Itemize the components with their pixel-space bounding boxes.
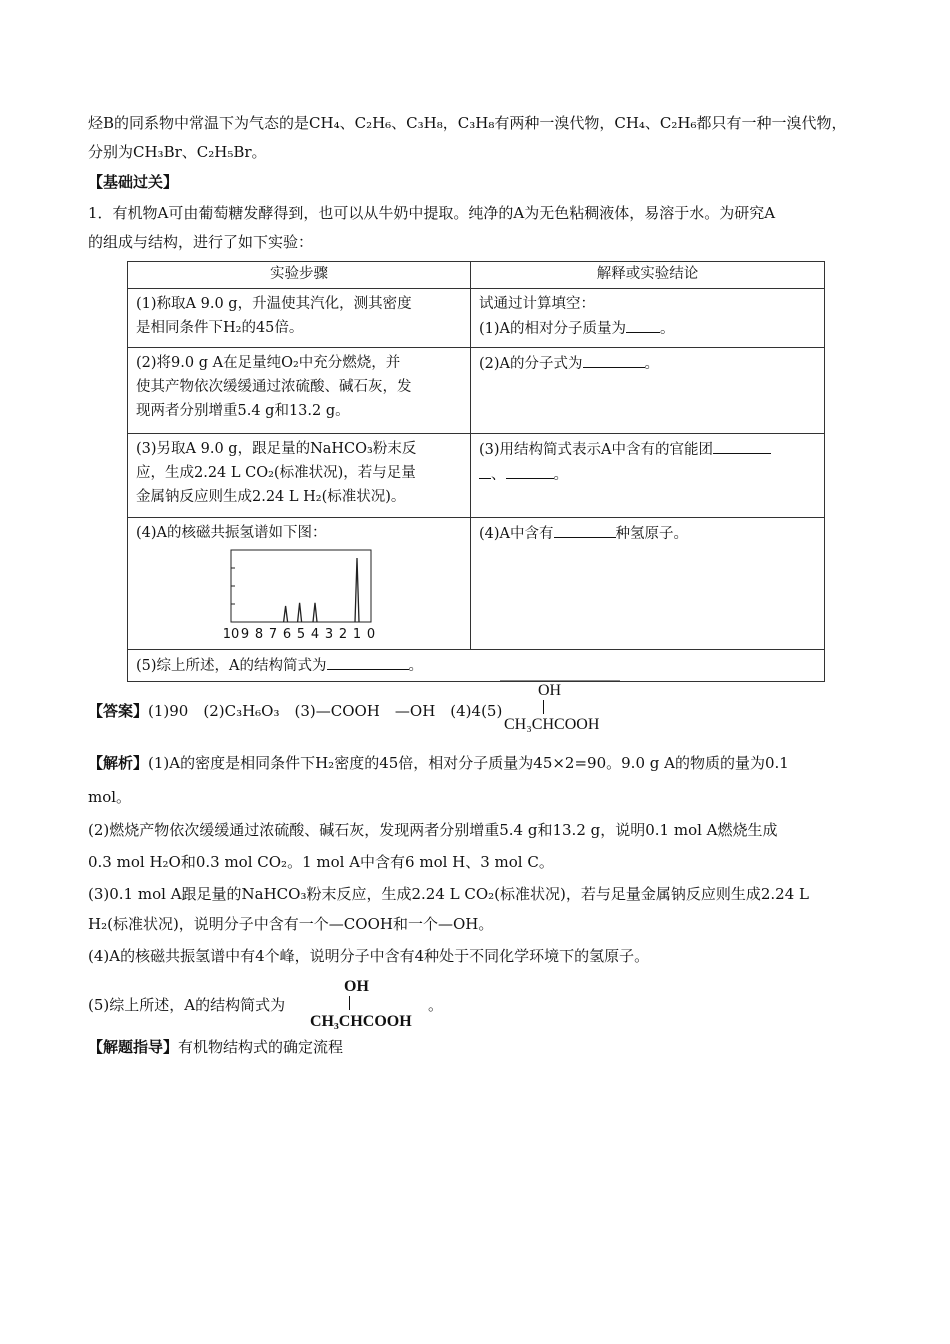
nmr-tick-label: 9 <box>240 627 250 642</box>
guide-label: 【解题指导】 <box>88 1038 179 1056</box>
answer-text: (1)90 (2)C₃H₆O₃ (3)—COOH —OH (4)4(5) <box>148 702 503 720</box>
analysis-label: 【解析】 <box>88 754 149 772</box>
answer-blank[interactable] <box>327 653 409 670</box>
conclusion-1: 试通过计算填空： (1)A的相对分子质量为 。 <box>471 289 825 348</box>
analysis-p2b: 0.3 mol H₂O和0.3 mol CO₂。1 mol A中含有6 mol H、3 mol C。 <box>88 853 554 871</box>
section-title: 【基础过关】 <box>88 173 179 191</box>
nmr-tick-label: 7 <box>268 627 278 642</box>
nmr-tick-label: 5 <box>296 627 306 642</box>
step-1: (1)称取A 9.0 g，升温使其汽化，测其密度 是相同条件下H₂的45倍。 <box>128 289 471 348</box>
step-2: (2)将9.0 g A在足量纯O₂中充分燃烧，并 使其产物依次缓缓通过浓硫酸、碱石灰，发 现两者分别增重5.4 g和13.2 g。 <box>128 348 471 434</box>
analysis-structure: OH CH₃CHCOOH <box>310 978 412 1030</box>
step-5: (5)综上所述，A的结构简式为 。 <box>128 650 825 682</box>
nmr-tick-label: 0 <box>366 627 376 642</box>
analysis-p1a: 【解析】(1)A的密度是相同条件下H₂密度的45倍，相对分子质量为45×2=90。9.0 g A的物质的量为0.1 <box>88 754 789 772</box>
conclusion-3: (3)用结构简式表示A中含有的官能团 、 。 <box>471 434 825 518</box>
question-line-1: 1．有机物A可由葡萄糖发酵得到，也可以从牛奶中提取。纯净的A为无色粘稠液体，易溶于水。为研究A <box>88 204 776 222</box>
analysis-p4: (4)A的核磁共振氢谱中有4个峰，说明分子中含有4种处于不同化学环境下的氢原子。 <box>88 947 650 965</box>
step-3: (3)另取A 9.0 g，跟足量的NaHCO₃粉末反 应，生成2.24 L CO₂(标准状况)，若与足量 金属钠反应则生成2.24 L H₂(标准状况)。 <box>128 434 471 518</box>
nmr-tick-label: 4 <box>310 627 320 642</box>
nmr-tick-label: 10 <box>222 627 240 642</box>
analysis-p2a: (2)燃烧产物依次缓缓通过浓硫酸、碱石灰，发现两者分别增重5.4 g和13.2 g，说明0.1 mol A燃烧生成 <box>88 821 778 839</box>
question-line-2: 的组成与结构，进行了如下实验： <box>88 233 314 251</box>
answer-blank[interactable] <box>626 316 660 333</box>
nmr-peak <box>313 603 317 622</box>
header-steps: 实验步骤 <box>128 262 471 289</box>
conclusion-2: (2)A的分子式为 。 <box>471 348 825 434</box>
analysis-p1b: mol。 <box>88 788 132 806</box>
nmr-peak <box>284 606 288 622</box>
nmr-peak <box>298 603 302 622</box>
nmr-tick-label: 2 <box>338 627 348 642</box>
analysis-p5: (5)综上所述，A的结构简式为 <box>88 996 286 1014</box>
answer-blank[interactable] <box>479 462 491 479</box>
answer-blank[interactable] <box>554 521 616 538</box>
analysis-p5-end: 。 <box>428 996 444 1014</box>
nmr-tick-label: 1 <box>352 627 362 642</box>
nmr-peak <box>355 558 359 622</box>
answer-blank[interactable] <box>583 351 645 368</box>
answer-line <box>88 700 868 722</box>
nmr-tick-label: 6 <box>282 627 292 642</box>
nmr-tick-label: 8 <box>254 627 264 642</box>
analysis-p3a: (3)0.1 mol A跟足量的NaHCO₃粉末反应，生成2.24 L CO₂(标准状况)，若与足量金属钠反应则生成2.24 L <box>88 885 809 903</box>
intro-line-1: 烃B的同系物中常温下为气态的是CH₄、C₂H₆、C₃H₈，C₃H₈有两种一溴代物，CH₄、C₂H₆都只有一种一溴代物， <box>88 114 847 132</box>
analysis-p3b: H₂(标准状况)，说明分子中含有一个—COOH和一个—OH。 <box>88 915 494 933</box>
answer-blank[interactable] <box>506 462 554 479</box>
answer-blank[interactable] <box>713 437 771 454</box>
answer-structure: OH CH₃CHCOOH <box>500 680 620 738</box>
answer-label: 【答案】 <box>88 702 149 720</box>
experiment-table <box>127 261 825 682</box>
conclusion-4: (4)A中含有 种氢原子。 <box>471 518 825 650</box>
header-conclusions: 解释或实验结论 <box>471 262 825 289</box>
guide-line <box>88 1036 868 1058</box>
nmr-tick-label: 3 <box>324 627 334 642</box>
nmr-spectrum <box>223 546 393 644</box>
guide-text: 有机物结构式的确定流程 <box>178 1038 344 1056</box>
intro-line-2: 分别为CH₃Br、C₂H₅Br。 <box>88 143 267 161</box>
step-4: (4)A的核磁共振氢谱如下图： 10 9 8 7 6 5 4 3 2 1 0 <box>128 518 471 650</box>
